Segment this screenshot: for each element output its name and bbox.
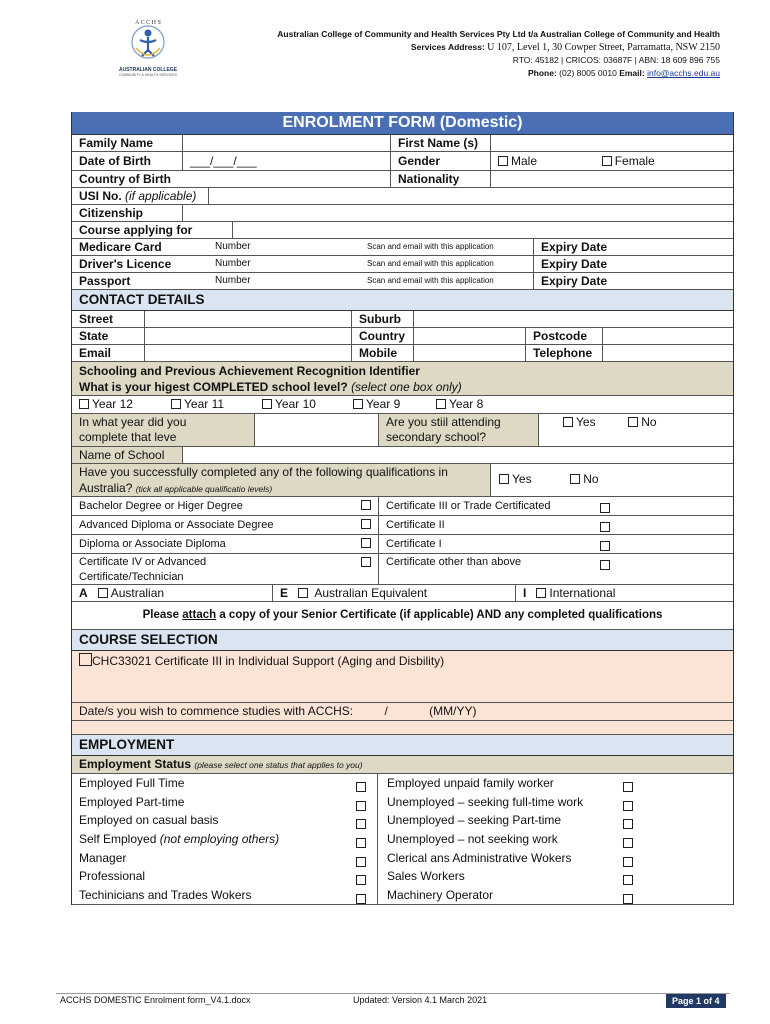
origin-equivalent-checkbox[interactable] — [298, 588, 308, 598]
employment-right-option — [380, 849, 610, 868]
quals-q1: Have you successfully completed any of the following qualifications in — [79, 465, 448, 479]
row-family-name — [72, 135, 733, 152]
year-9-checkbox[interactable] — [353, 399, 363, 409]
quals-no-checkbox[interactable] — [570, 474, 580, 484]
employment-right-label: Unemployed – not seeking work — [387, 832, 558, 847]
qual-adv-diploma-checkbox-cell — [354, 516, 378, 534]
phone-label: Phone: — [527, 68, 557, 78]
employment-left-checkbox[interactable] — [356, 875, 366, 885]
qual-diploma-checkbox-cell — [354, 535, 378, 553]
licence-label: Driver's Licence — [79, 257, 172, 271]
row-usi — [72, 188, 733, 205]
course-date-row — [72, 703, 733, 721]
qual-diploma: Diploma or Associate Diploma — [79, 538, 226, 550]
footer-page: Page 1 of 4 — [666, 994, 726, 1008]
address-label: Services Address: — [410, 42, 485, 52]
employment-right-checkbox-cell — [623, 834, 645, 849]
origin-international-label: International — [549, 586, 616, 600]
row-medicare — [72, 239, 733, 256]
employment-left-checkbox[interactable] — [356, 894, 366, 904]
country-label: Country — [351, 328, 413, 344]
qual-cert3: Certificate III or Trade Certificated — [378, 497, 593, 515]
logo-figure-icon — [118, 18, 178, 62]
row-country-of-birth — [72, 171, 733, 188]
row-street — [72, 311, 733, 328]
footer-version: Updated: Version 4.1 March 2021 — [353, 995, 488, 1005]
employment-row — [72, 793, 733, 812]
qual-cert2: Certificate II — [378, 516, 593, 534]
gender-label: Gender — [390, 152, 490, 170]
gender-options — [490, 152, 733, 170]
employment-heading: EMPLOYMENT — [72, 735, 733, 756]
employment-row — [72, 811, 733, 830]
employment-right-option — [380, 886, 610, 904]
mobile-field[interactable] — [413, 345, 525, 361]
header-line-1: Australian College of Community and Health Services Pty Ltd t/a Australian College of Community and Health — [277, 29, 720, 39]
origin-australian-checkbox[interactable] — [98, 588, 108, 598]
year-11-checkbox[interactable] — [171, 399, 181, 409]
usi-label-text: USI No. — [79, 189, 122, 203]
course-date-format: (MM/YY) — [429, 704, 477, 718]
header-line-3: RTO: 45182 | CRICOS: 03687F | ABN: 18 609 896 755 — [512, 55, 720, 65]
country-of-birth-label: Country of Birth — [79, 172, 171, 186]
qual-bachelor-checkbox-cell — [354, 497, 378, 515]
course-option-row — [72, 651, 733, 703]
row-year-completed — [72, 414, 733, 447]
quals-row-2 — [72, 516, 733, 535]
header-line-2 — [200, 41, 720, 54]
self-employed-note: (not employing others) — [159, 832, 280, 847]
attending-q1: Are you stiil attending — [386, 415, 501, 429]
employment-right-checkbox[interactable] — [623, 875, 633, 885]
female-label: Female — [614, 154, 655, 168]
nationality-label: Nationality — [390, 171, 490, 187]
year-12-checkbox[interactable] — [79, 399, 89, 409]
logo-subcaption: COMMUNITY & HEALTH SERVICES — [119, 73, 177, 77]
year-completed-field[interactable] — [254, 414, 378, 446]
origin-australian — [72, 585, 272, 601]
qual-cert2-checkbox[interactable] — [600, 522, 610, 532]
employment-left-checkbox-cell — [356, 853, 378, 868]
nationality-field[interactable] — [490, 171, 733, 187]
employment-left-checkbox-cell — [356, 871, 378, 886]
employment-left-checkbox-cell — [356, 815, 378, 830]
course-spacer — [72, 721, 733, 735]
family-name-field[interactable] — [182, 135, 390, 151]
year-10-option[interactable] — [255, 396, 316, 413]
employment-left-label: Manager — [79, 850, 127, 865]
employment-right-label: Unemployed – seeking full-time work — [387, 794, 584, 809]
origin-a-label: A — [79, 586, 88, 600]
medicare-expiry-label[interactable]: Expiry Date — [533, 239, 733, 255]
employment-left-label: Employed Full Time — [79, 776, 185, 790]
employment-right-label: Sales Workers — [387, 869, 465, 884]
employment-status-label: Employment Status — [79, 757, 192, 771]
attending-yes-checkbox[interactable] — [563, 417, 573, 427]
course-date-slash[interactable]: / — [384, 704, 388, 718]
employment-left-option — [72, 849, 378, 868]
year-8-label: Year 8 — [449, 397, 484, 411]
street-field[interactable] — [144, 311, 351, 327]
row-citizenship — [72, 205, 733, 222]
qual-diploma-checkbox[interactable] — [361, 538, 371, 548]
course-date-label: Date/s you wish to commence studies with ACCHS: — [79, 704, 354, 718]
row-course-applying — [72, 222, 733, 239]
phone-value: (02) 8005 0010 — [559, 68, 617, 78]
year-8-checkbox[interactable] — [436, 399, 446, 409]
passport-scan-note: Scan and email with this application — [367, 276, 494, 285]
course-option-checkbox[interactable] — [79, 653, 92, 666]
employment-left-option — [72, 867, 378, 886]
year-completed-q2: complete that leve — [79, 430, 177, 444]
logo — [108, 18, 188, 78]
employment-right-label: Clerical ans Administrative Wokers — [387, 850, 572, 865]
suburb-label: Suburb — [351, 311, 413, 327]
year-9-label: Year 9 — [366, 397, 401, 411]
employment-left-option — [72, 886, 378, 904]
footer-filename: ACCHS DOMESTIC Enrolment form_V4.1.docx — [60, 995, 251, 1005]
row-email — [72, 345, 733, 362]
row-school-name — [72, 447, 733, 464]
origin-international — [515, 585, 733, 601]
employment-right-checkbox[interactable] — [623, 838, 633, 848]
employment-left-option — [72, 811, 378, 830]
attending-yes-label: Yes — [576, 415, 596, 429]
year-10-label: Year 10 — [275, 397, 316, 411]
qual-other-checkbox-cell — [593, 559, 617, 584]
employment-left-option — [72, 793, 378, 812]
employment-left-label: Employed Part-time — [79, 794, 185, 809]
course-heading: COURSE SELECTION — [72, 630, 733, 651]
origin-e-label: E — [280, 586, 289, 600]
employment-right-checkbox[interactable] — [623, 894, 633, 904]
employment-right-checkbox-cell — [623, 853, 645, 868]
postcode-label: Postcode — [525, 328, 602, 344]
attach-note — [72, 602, 733, 630]
citizenship-field[interactable] — [182, 205, 733, 221]
employment-grid — [72, 774, 733, 905]
employment-right-label: Employed unpaid family worker — [387, 776, 554, 790]
dob-label: Date of Birth — [79, 154, 151, 168]
employment-row — [72, 849, 733, 868]
employment-right-checkbox[interactable] — [623, 801, 633, 811]
school-level-note: (select one box only) — [351, 380, 462, 394]
qual-bachelor: Bachelor Degree or Higer Degree — [79, 500, 243, 512]
state-label: State — [79, 329, 109, 343]
year-8-option[interactable] — [429, 396, 483, 413]
row-passport — [72, 273, 733, 290]
medicare-number[interactable]: Number — [215, 241, 251, 252]
passport-expiry-label[interactable]: Expiry Date — [533, 273, 733, 289]
employment-left-checkbox-cell — [356, 778, 378, 793]
licence-scan-note: Scan and email with this application — [367, 259, 494, 268]
employment-row — [72, 830, 733, 849]
origin-i-label: I — [523, 586, 527, 600]
qual-cert4-line1: Certificate IV or Advanced — [79, 556, 207, 568]
employment-right-option — [380, 774, 610, 793]
employment-left-checkbox[interactable] — [356, 857, 366, 867]
attach-note-pre: Please — [142, 609, 183, 621]
employment-right-checkbox[interactable] — [623, 857, 633, 867]
row-licence — [72, 256, 733, 273]
employment-status-row — [72, 756, 733, 774]
qual-cert1-checkbox[interactable] — [600, 541, 610, 551]
employment-right-checkbox-cell — [623, 871, 645, 886]
employment-right-label: Machinery Operator — [387, 888, 494, 903]
employment-right-option — [380, 867, 610, 886]
qual-other-checkbox[interactable] — [600, 560, 610, 570]
employment-left-checkbox[interactable] — [356, 782, 366, 792]
svg-text:A C C H S: A C C H S — [135, 20, 161, 26]
qual-cert1-checkbox-cell — [593, 538, 617, 553]
origin-international-checkbox[interactable] — [536, 588, 546, 598]
quals-yes-checkbox[interactable] — [499, 474, 509, 484]
year-10-checkbox[interactable] — [262, 399, 272, 409]
quals-row-1 — [72, 497, 733, 516]
employment-left-checkbox-cell — [356, 890, 378, 904]
attach-note-underline: attach — [182, 609, 217, 621]
header-line-4 — [200, 67, 720, 80]
row-state — [72, 328, 733, 345]
row-dob — [72, 152, 733, 171]
qual-cert4-line2: Certificate/Technician — [79, 571, 184, 583]
usi-field[interactable] — [208, 188, 733, 204]
quals-row-4 — [72, 554, 733, 585]
course-option-label: CHC33021 Certificate III in Individual Support (Aging and Disbility) — [92, 654, 445, 668]
school-name-field[interactable] — [182, 447, 733, 463]
employment-left-label: Techinicians and Trades Wokers — [79, 888, 252, 903]
year-12-label: Year 12 — [92, 397, 133, 411]
postcode-field[interactable] — [602, 328, 733, 344]
qual-adv-diploma: Advanced Diploma or Associate Degree — [79, 519, 274, 531]
quals-options — [490, 464, 733, 496]
employment-left-checkbox[interactable] — [356, 838, 366, 848]
medicare-label: Medicare Card — [79, 240, 162, 254]
school-level-question — [79, 379, 726, 395]
employment-right-option — [380, 793, 610, 812]
employment-right-option — [380, 811, 610, 830]
employment-left-checkbox-cell — [356, 797, 378, 812]
employment-left-option — [72, 774, 378, 793]
row-quals-question — [72, 464, 733, 497]
attending-options — [538, 414, 733, 446]
email-field-label: Email — [79, 346, 112, 360]
qual-cert3-checkbox-cell — [593, 500, 617, 515]
origin-australian-label: Australian — [110, 586, 165, 600]
state-field[interactable] — [144, 328, 351, 344]
enrolment-form — [71, 112, 734, 905]
contact-heading: CONTACT DETAILS — [72, 290, 733, 311]
employment-left-checkbox-cell — [356, 834, 378, 849]
employment-right-checkbox-cell — [623, 890, 645, 904]
logo-caption: AUSTRALIAN COLLEGE — [118, 67, 178, 73]
qual-cert2-checkbox-cell — [593, 519, 617, 534]
origin-equivalent-label: Australian Equivalent — [314, 586, 428, 600]
employment-left-checkbox[interactable] — [356, 819, 366, 829]
street-label: Street — [79, 312, 114, 326]
employment-left-label: Self Employed — [79, 832, 157, 847]
usi-note: (if applicable) — [125, 189, 197, 203]
schooling-heading — [72, 362, 733, 396]
employment-status-note: (please select one status that applies to you) — [194, 760, 363, 770]
licence-expiry-label[interactable]: Expiry Date — [533, 256, 733, 272]
employment-row — [72, 774, 733, 793]
address-value: U 107, Level 1, 30 Cowper Street, Parramatta, NSW 2150 — [487, 42, 720, 53]
male-checkbox[interactable] — [498, 156, 508, 166]
quals-row-3 — [72, 535, 733, 554]
qual-cert4-checkbox[interactable] — [361, 557, 371, 567]
school-name-label: Name of School — [72, 447, 182, 463]
row-year-levels — [72, 396, 733, 414]
qual-cert4-checkbox-cell — [354, 556, 378, 584]
licence-number[interactable]: Number — [215, 258, 251, 269]
year-completed-question — [72, 414, 254, 446]
medicare-scan-note: Scan and email with this application — [367, 242, 494, 251]
quals-yes-label: Yes — [512, 472, 532, 486]
origin-equivalent — [272, 585, 515, 601]
qual-cert1: Certificate I — [378, 535, 593, 553]
first-name-label: First Name (s) — [390, 135, 490, 151]
quals-question — [72, 464, 490, 496]
year-12-option[interactable] — [72, 396, 133, 413]
footer-rule — [56, 993, 730, 994]
year-9-option[interactable] — [346, 396, 400, 413]
form-title: ENROLMENT FORM (Domestic) — [72, 112, 733, 135]
first-name-field[interactable] — [490, 135, 733, 151]
college-header — [200, 28, 720, 80]
quals-note: (tick all applicable qualificatio levels) — [135, 484, 273, 494]
employment-row — [72, 867, 733, 886]
employment-right-checkbox[interactable] — [623, 819, 633, 829]
attending-no-checkbox[interactable] — [628, 417, 638, 427]
school-level-question-text: What is your higest COMPLETED school level? — [79, 380, 348, 394]
year-11-label: Year 11 — [184, 397, 225, 411]
year-completed-q1: In what year did you — [79, 415, 187, 429]
course-applying-field[interactable] — [232, 222, 733, 238]
telephone-field[interactable] — [602, 345, 733, 361]
email-label: Email: — [619, 68, 645, 78]
mobile-label: Mobile — [351, 345, 413, 361]
schooling-title: Schooling and Previous Achievement Recognition Identifier — [79, 364, 420, 378]
attending-q2: secondary school? — [386, 430, 487, 444]
employment-left-label: Professional — [79, 869, 146, 884]
citizenship-label: Citizenship — [79, 206, 144, 220]
course-applying-label: Course applying for — [79, 223, 193, 237]
year-11-option[interactable] — [164, 396, 224, 413]
suburb-field[interactable] — [413, 311, 733, 327]
row-qual-origin — [72, 585, 733, 602]
employment-right-checkbox-cell — [623, 815, 645, 830]
employment-right-option — [380, 830, 610, 849]
employment-row — [72, 886, 733, 905]
employment-right-checkbox[interactable] — [623, 782, 633, 792]
attach-note-post: a copy of your Senior Certificate (if applicable) AND any completed qualifications — [216, 609, 663, 621]
male-label: Male — [511, 154, 538, 168]
employment-left-option — [72, 830, 378, 849]
employment-right-checkbox-cell — [623, 778, 645, 793]
employment-right-checkbox-cell — [623, 797, 645, 812]
attending-question — [378, 414, 538, 446]
qual-adv-diploma-checkbox[interactable] — [361, 519, 371, 529]
qual-cert4 — [72, 554, 354, 584]
email-field[interactable] — [144, 345, 351, 361]
qual-bachelor-checkbox[interactable] — [361, 500, 371, 510]
usi-label — [72, 188, 208, 204]
employment-left-label: Employed on casual basis — [79, 813, 219, 828]
telephone-label: Telephone — [525, 345, 602, 361]
quals-q2: Australia? — [79, 481, 133, 495]
dob-field[interactable]: ___/___/___ — [182, 152, 390, 170]
quals-no-label: No — [583, 472, 599, 486]
family-name-label: Family Name — [79, 136, 154, 150]
attending-no-label: No — [641, 415, 657, 429]
passport-label: Passport — [79, 274, 131, 288]
qual-other: Certificate other than above — [378, 554, 593, 584]
qual-cert3-checkbox[interactable] — [600, 503, 610, 513]
employment-left-checkbox[interactable] — [356, 801, 366, 811]
passport-number[interactable]: Number — [215, 275, 251, 286]
female-checkbox[interactable] — [602, 156, 612, 166]
employment-right-label: Unemployed – seeking Part-time — [387, 813, 562, 828]
email-link[interactable]: info@acchs.edu.au — [647, 68, 720, 78]
country-field[interactable] — [413, 328, 525, 344]
